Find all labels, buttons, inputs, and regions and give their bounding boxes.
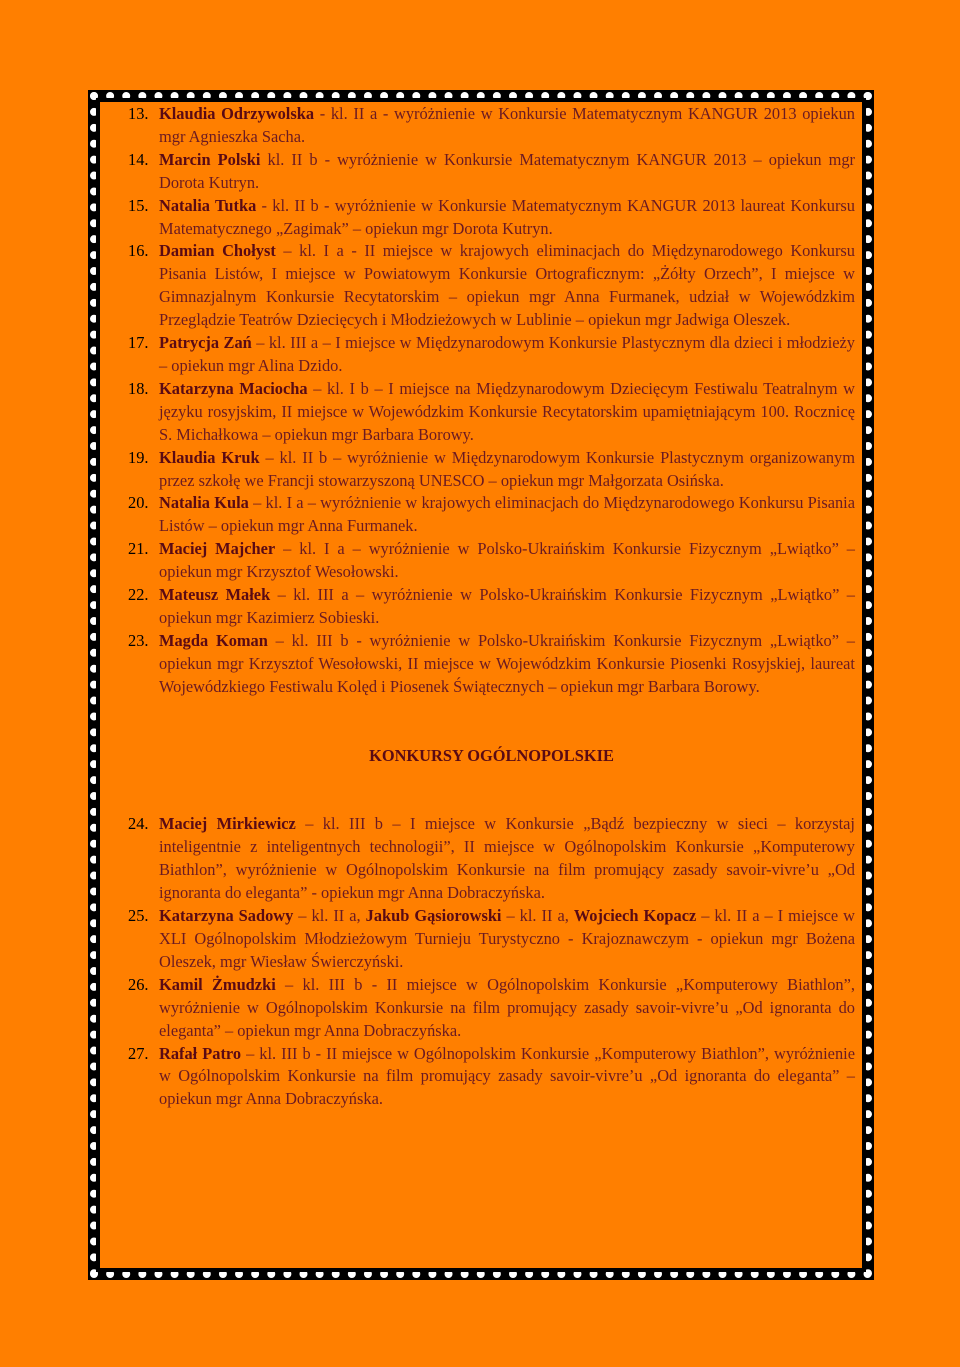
student-name: Patrycja Zań [159, 333, 252, 353]
achievement-text: - kl. II b - wyróżnienie w Konkursie Matematycznym KANGUR 2013 laureat Konkursu Matematycznego „Zagimak” – opiekun mgr Dorota Kutryn. [159, 195, 855, 238]
student-name: Maciej Mirkiewicz [159, 814, 296, 834]
list-item [128, 332, 855, 378]
achievement-text: – kl. III a – wyróżnienie w Polsko-Ukraińskim Konkursie Fizycznym „Lwiątko” – opiekun mgr Kazimierz Sobieski. [159, 585, 855, 627]
item-number: 13. [128, 104, 149, 123]
list-item [128, 103, 855, 149]
list-item [128, 1043, 855, 1112]
list-item [128, 538, 855, 584]
student-name: Marcin Polski [159, 149, 261, 169]
achievement-text: – kl. III b - II miejsce w Ogólnopolskim Konkursie „Komputerowy Biathlon”, wyróżnienie w Ogólnopolskim Konkursie na film promujący zasady savoir-vivre’u „Od ignoranta do eleganta” – opiekun mgr Anna Dobraczyńska. [159, 974, 855, 1040]
list-item [128, 378, 855, 447]
section-heading: KONKURSY OGÓLNOPOLSKIE [369, 745, 614, 765]
student-name: Maciej Majcher [159, 539, 276, 559]
student-name: Klaudia Odrzywolska [159, 104, 315, 123]
item-number: 16. [128, 241, 149, 261]
achievement-text: – kl. I b – I miejsce na Międzynarodowym Dziecięcym Festiwalu Teatralnym w języku rosyjskim, II miejsce w Wojewódzkim Konkursie Recytatorskim upamiętniającym 100. Rocznicę S. Michałkowa – opiekun mgr Barbara Borowy. [159, 378, 856, 444]
list-item [128, 905, 855, 974]
achievement-text: – kl. III b – I miejsce w Konkursie „Bądź bezpieczny w sieci – korzystaj inteligentnie z inteligentnych technologii”, II miejsce w Ogólnopolskim Konkursie „Komputerowy Biathlon”, wyróżnienie w Ogólnopolskim Konkursie na film promujący zasady savoir-vivre’u „Od ignoranta do eleganta” - opiekun mgr Anna Dobraczyńska. [159, 814, 855, 903]
student-name: Wojciech Kopacz [573, 906, 697, 926]
student-name: Magda Koman [159, 630, 268, 650]
achievement-text: – kl. II a, [501, 906, 574, 926]
list-item [128, 492, 855, 538]
item-number: 21. [128, 539, 149, 559]
item-number: 17. [128, 333, 149, 353]
item-number: 15. [128, 195, 149, 215]
achievement-text: – kl. II a – I miejsce w XLI Ogólnopolskim Młodzieżowym Turnieju Turystyczno - Krajoznawczym - opiekun mgr Bożena Oleszek, mgr Wiesław Świerczyński. [159, 906, 855, 971]
document-content [128, 103, 855, 1111]
achievement-text: – kl. I a - II miejsce w krajowych eliminacjach do Międzynarodowego Konkursu Pisania Listów, I miejsce w Powiatowym Konkursie Ortograficznym: „Żółty Orzech”, I miejsce w Gimnazjalnym Konkursie Recytatorskim – opiekun mgr Anna Furmanek, udział w Wojewódzkim Przeglądzie Teatrów Dziecięcych i Młodzieżowych w Lublinie – opiekun mgr Jadwiga Oleszek. [159, 241, 855, 330]
list-item [128, 630, 855, 699]
achievement-text: – kl. I a – wyróżnienie w Polsko-Ukraińskim Konkursie Fizycznym „Lwiątko” – opiekun mgr Krzysztof Wesołowski. [159, 539, 856, 582]
item-number: 20. [128, 493, 149, 513]
list-item [128, 240, 855, 332]
student-name: Katarzyna Maciocha [159, 378, 308, 398]
student-name: Mateusz Małek [159, 585, 271, 605]
item-number: 23. [128, 630, 149, 650]
item-number: 27. [128, 1043, 149, 1063]
item-number: 19. [128, 447, 149, 467]
achievement-text: – kl. III b - wyróżnienie w Polsko-Ukraińskim Konkursie Fizycznym „Lwiątko” – opiekun mgr Krzysztof Wesołowski, II miejsce w Wojewódzkim Konkursie Piosenki Rosyjskiej, laureat Wojewódzkiego Festiwalu Kolęd i Piosenek Świątecznych – opiekun mgr Barbara Borowy. [159, 630, 855, 696]
student-name: Jakub Gąsiorowski [365, 906, 502, 926]
student-name: Natalia Kula [159, 493, 249, 513]
item-number: 24. [128, 814, 149, 834]
list-item [128, 584, 855, 630]
achievement-text: - kl. II a - wyróżnienie w Konkursie Matematycznym KANGUR 2013 opiekun mgr Agnieszka Sacha. [159, 104, 855, 146]
achievement-text: – kl. II a, [293, 906, 366, 926]
list-item [128, 195, 855, 241]
student-name: Klaudia Kruk [159, 447, 260, 467]
student-name: Natalia Tutka [159, 195, 257, 215]
achievement-text: – kl. III a – I miejsce w Międzynarodowym Konkursie Plastycznym dla dzieci i młodzieży – opiekun mgr Alina Dzido. [159, 333, 855, 375]
item-number: 14. [128, 149, 149, 169]
achievement-text: – kl. II b – wyróżnienie w Międzynarodowym Konkursie Plastycznym organizowanym przez szkołę we Francji stowarzyszoną UNESCO – opiekun mgr Małgorzata Osińska. [159, 447, 855, 490]
achievement-text: – kl. III b - II miejsce w Ogólnopolskim Konkursie „Komputerowy Biathlon”, wyróżnienie w Ogólnopolskim Konkursie na film promujący zasady savoir-vivre’u „Od ignoranta do eleganta” – opiekun mgr Anna Dobraczyńska. [159, 1043, 855, 1109]
achievement-text: kl. II b - wyróżnienie w Konkursie Matematycznym KANGUR 2013 – opiekun mgr Dorota Kutryn. [159, 149, 855, 192]
student-name: Rafał Patro [159, 1043, 242, 1063]
list-item [128, 149, 855, 195]
item-number: 22. [128, 585, 149, 605]
student-name: Kamil Żmudzki [159, 974, 276, 994]
item-number: 26. [128, 974, 149, 994]
list-item [128, 813, 855, 905]
item-number: 25. [128, 906, 149, 926]
achievement-text: – kl. I a – wyróżnienie w krajowych eliminacjach do Międzynarodowego Konkursu Pisania Listów – opiekun mgr Anna Furmanek. [159, 493, 856, 536]
item-number: 18. [128, 378, 149, 398]
student-name: Damian Chołyst [159, 241, 276, 261]
list-item [128, 447, 855, 493]
list-item [128, 974, 855, 1043]
student-name: Katarzyna Sadowy [159, 906, 294, 926]
